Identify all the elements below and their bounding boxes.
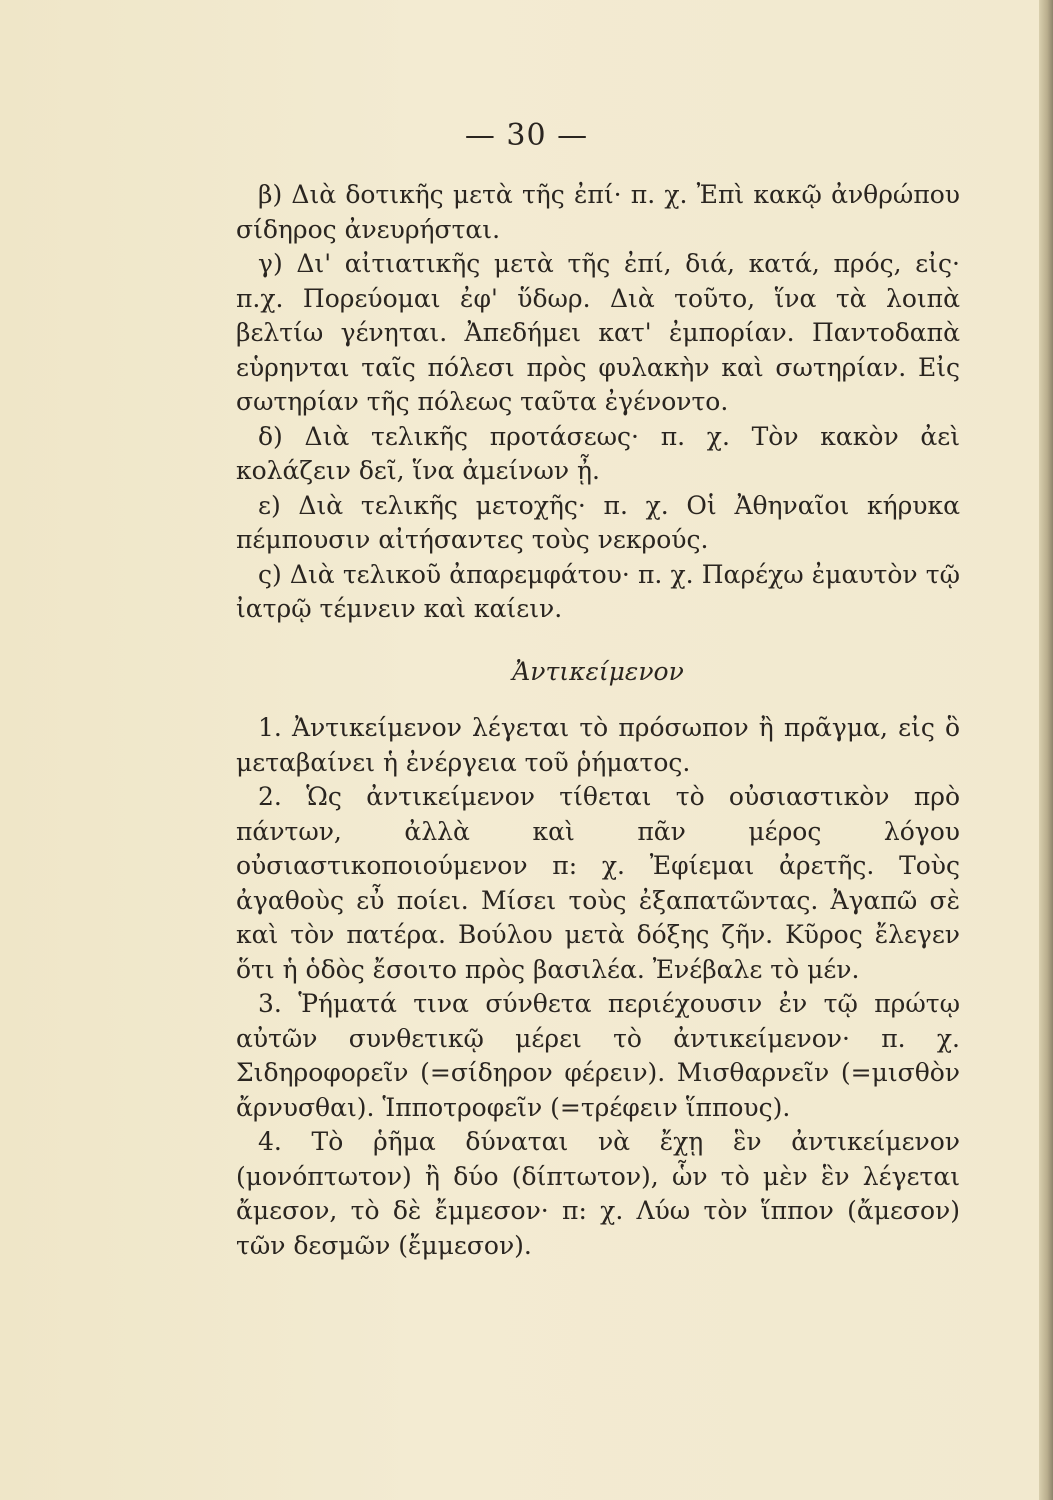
- paragraph-epsilon: ε) Διὰ τελικῆς μετοχῆς· π. χ. Οἱ Ἀθηναῖοι κήρυκα πέμπουσιν αἰτήσαντες τοὺς νεκρούς.: [236, 490, 960, 554]
- paragraph-3: 3. Ῥήματά τινα σύνθετα περιέχουσιν ἐν τῷ πρώτῳ αὐτῶν συνθετικῷ μέρει τὸ ἀντικείμενον· π. χ. Σιδηροφορεῖν (=σίδηρον φέρειν). Μισθαρνεῖν (=μισθὸν ἄρνυσθαι). Ἱπποτροφεῖν (=τρέφειν ἵππους).: [236, 989, 960, 1122]
- paragraph-4: 4. Τὸ ῥῆμα δύναται νὰ ἔχῃ ἓν ἀντικείμενον (μονόπτωτον) ἢ δύο (δίπτωτον), ὧν τὸ μὲν ἓν λέγεται ἄμεσον, τὸ δὲ ἔμμεσον· π: χ. Λύω τὸν ἵππον (ἄμεσον) τῶν δεσμῶν (ἔμμεσον).: [236, 1127, 960, 1260]
- page-number: — 30 —: [464, 118, 589, 153]
- paragraph-delta: δ) Διὰ τελικῆς προτάσεως· π. χ. Τὸν κακὸν ἀεὶ κολάζειν δεῖ, ἵνα ἀμείνων ᾖ.: [236, 421, 960, 485]
- paragraph-1: 1. Ἀντικείμενον λέγεται τὸ πρόσωπον ἢ πρᾶγμα, εἰς ὃ μεταβαίνει ἡ ἐνέργεια τοῦ ῥήματος.: [236, 713, 960, 777]
- paragraph-stigma: ς) Διὰ τελικοῦ ἀπαρεμφάτου· π. χ. Παρέχω ἐμαυτὸν τῷ ἰατρῷ τέμνειν καὶ καίειν.: [236, 559, 960, 623]
- section-heading: Ἀντικείμενον: [512, 656, 684, 686]
- paragraph-beta: β) Διὰ δοτικῆς μετὰ τῆς ἐπί· π. χ. Ἐπὶ κακῷ ἀνθρώπου σίδηρος ἀνευρήσται.: [236, 180, 960, 244]
- page-edge: [1039, 0, 1053, 1500]
- paragraph-gamma: γ) Δι' αἰτιατικῆς μετὰ τῆς ἐπί, διά, κατά, πρός, εἰς· π.χ. Πορεύομαι ἐφ' ὕδωρ. Διὰ τοῦτο, ἵνα τὰ λοιπὰ βελτίω γένηται. Ἀπεδήμει κατ' ἐμπορίαν. Παντοδαπὰ εὑρηνται ταῖς πόλεσι πρὸς φυλακὴν καὶ σωτηρίαν. Εἰς σωτηρίαν τῆς πόλεως ταῦτα ἐγένοντο.: [236, 249, 960, 416]
- paragraph-2: 2. Ὡς ἀντικείμενον τίθεται τὸ οὐσιαστικὸν πρὸ πάντων, ἀλλὰ καὶ πᾶν μέρος λόγου οὐσιαστικοποιούμενον π: χ. Ἐφίεμαι ἀρετῆς. Τοὺς ἀγαθοὺς εὖ ποίει. Μίσει τοὺς ἐξαπατῶντας. Ἀγαπῶ σὲ καὶ τὸν πατέρα. Βούλου μετὰ δόξης ζῆν. Κῦρος ἔλεγεν ὅτι ἡ ὁδὸς ἔσοιτο πρὸς βασιλέα. Ἐνέβαλε τὸ μέν.: [236, 782, 960, 984]
- page-body: [236, 178, 960, 1263]
